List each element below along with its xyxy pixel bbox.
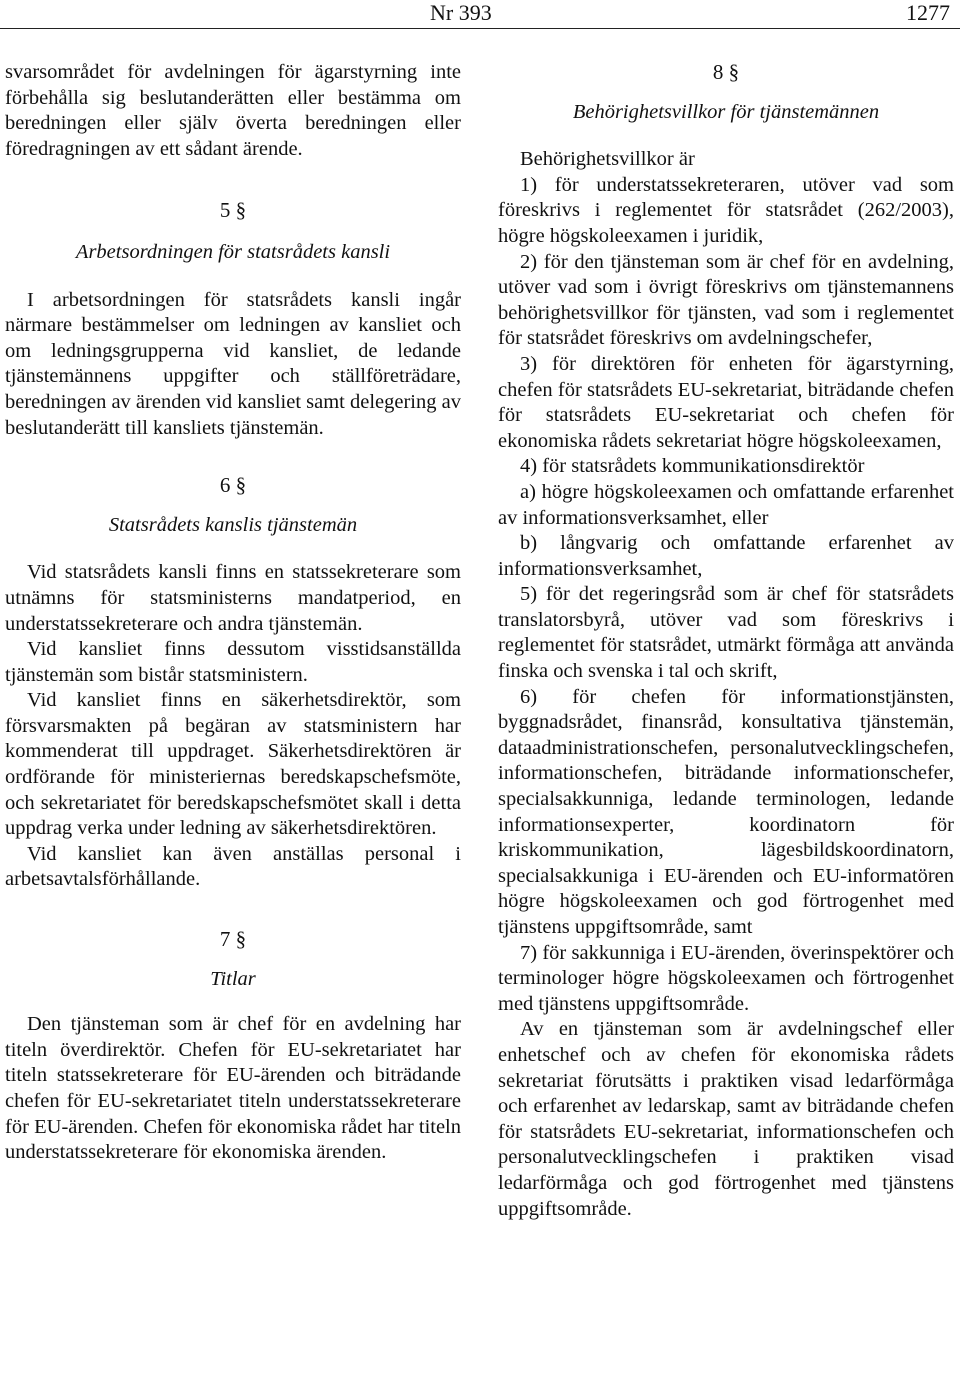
section-8-title: Behörighetsvillkor för tjänstemännen <box>572 100 880 123</box>
section-8-item-4a: a) högre högskoleexamen och omfattande erfarenhet av informationsverksamhet, eller <box>498 480 954 529</box>
section-8-item-4b: b) långvarig och omfattande erfarenhet av informationsverksamhet, <box>498 532 954 580</box>
section-7-title: Titlar <box>210 967 256 990</box>
section-5-number: 5 § <box>219 198 247 223</box>
continued-paragraph: svarsområdet för avdelningen för ägarstyrning inte förbehålla sig beslutanderätten eller bestämma om beredningen eller själv överta beredningen eller föredragningen av ett sådant ärende. <box>5 61 461 160</box>
section-8-number: 8 § <box>712 60 740 84</box>
section-6-title: Statsrådets kanslis tjänstemän <box>108 513 358 536</box>
section-7-paragraph: Den tjänsteman som är chef för en avdelning har titeln överdirektör. Chefen för EU-sekretariatet har titeln statssekreterare för EU-ärenden och biträdande chefen för EU-sekretariatet titeln understatssekreterare för EU-ärenden. Chefen för ekonomiska rådet har titeln understatssekreterare för ekonomiska ärenden. <box>5 1013 461 1164</box>
section-8-item-1: 1) för understatssekreteraren, utöver vad som föreskrivs i reglementet för statsrådet (262/2003), högre högskoleexamen i juridik, <box>498 173 954 247</box>
section-8-closing: Av en tjänsteman som är avdelningschef eller enhetschef och av chefen för ekonomiska rådets sekretariat förutsätts i praktiken visad ledarförmåga och erfarenhet av ledarskap, samt av biträdande chefen för statsrådets EU-sekretariat, informationschefen och personalutvecklingschefen i praktiken visad ledarförmåga och god förtrogenhet med tjänstens uppgiftsområde. <box>498 1018 954 1220</box>
section-6-paragraph-4: Vid kansliet kan även anställas personal i arbetsavtalsförhållande. <box>5 842 461 891</box>
right-column <box>498 60 954 1222</box>
section-8-item-5: 5) för det regeringsråd som är chef för statsrådets translatorsbyrå, utöver vad som föreskrivs i reglementet för statsrådet, utmärkt förmåga att använda finska och svenska i tal och skrift, <box>498 583 954 683</box>
section-6-paragraph-2: Vid kansliet finns dessutom visstidsanställda tjänstemän som bistår statsministern. <box>5 638 461 686</box>
section-8-intro: Behörighetsvillkor är <box>520 148 695 171</box>
section-5-title: Arbetsordningen för statsrådets kansli <box>75 240 391 263</box>
section-5-paragraph: I arbetsordningen för statsrådets kansli ingår närmare bestämmelser om ledningen av kansliet och om ledningsgrupperna vid kansliet, de ledande tjänstemännens uppgifter och ställföreträdare, beredningen av ärenden vid kansliet samt delegering av beslutanderätt till kansliets tjänstemän. <box>5 288 461 439</box>
page-number: 1277 <box>906 0 950 25</box>
section-8-item-7: 7) för sakkunniga i EU-ärenden, överinspektörer och terminologer högre högskoleexamen och förtrogenhet med tjänstens uppgiftsområde. <box>498 941 954 1015</box>
section-6-paragraph-3: Vid kansliet finns en säkerhetsdirektör, som försvarsmakten på begäran av statsministern har kommenderat till uppdraget. Säkerhetsdirektören är ordförande för ministeriernas beredskapschefsmöte, och sekretariatet för beredskapschefsmötet skall i detta uppdrag verka under ledning av säkerhetsdirektören. <box>5 689 461 840</box>
section-8-item-3: 3) för direktören för enheten för ägarstyrning, chefen för statsrådets EU-sekretariat, biträdande chefen för statsrådets EU-sekretariat och chefen för ekonomiska rådets sekretariat högre högskoleexamen, <box>498 352 954 452</box>
header-divider <box>0 28 960 29</box>
section-6-number: 6 § <box>219 473 247 498</box>
section-8-item-4: 4) för statsrådets kommunikationsdirektör <box>520 455 865 478</box>
left-column <box>5 60 461 1166</box>
section-7-number: 7 § <box>219 927 247 952</box>
section-6-paragraph-1: Vid statsrådets kansli finns en statssekreterare som utnämns för statsministerns mandatperiod, en understatssekreterare och andra tjänstemän. <box>5 561 461 635</box>
page-header <box>0 0 960 28</box>
section-8-item-6: 6) för chefen för informationstjänsten, byggnadsrådet, finansråd, konsultativa tjänstemän, dataadministrationschefen, personalutvecklingschefen, informationschefen, biträdande informationschefer, specialsakkunniga, ledande terminologen, ledande informationsexperter, koordinatorn för kriskommunikation, lägesbildskoordinatorn, specialsakkuniga i EU-ärenden och EU-informatören högre högskoleexamen och god förtrogenhet med tjänstens uppgiftsområde, samt <box>498 685 954 938</box>
section-8-item-2: 2) för den tjänsteman som är chef för en avdelning, utöver vad som i övrigt föreskrivs om tjänstemannens behörighetsvillkor för tjänsten, vad som i reglementet för statsrådet föreskrivs om avdelningschefer, <box>498 250 954 350</box>
statute-number: Nr 393 <box>430 0 492 25</box>
